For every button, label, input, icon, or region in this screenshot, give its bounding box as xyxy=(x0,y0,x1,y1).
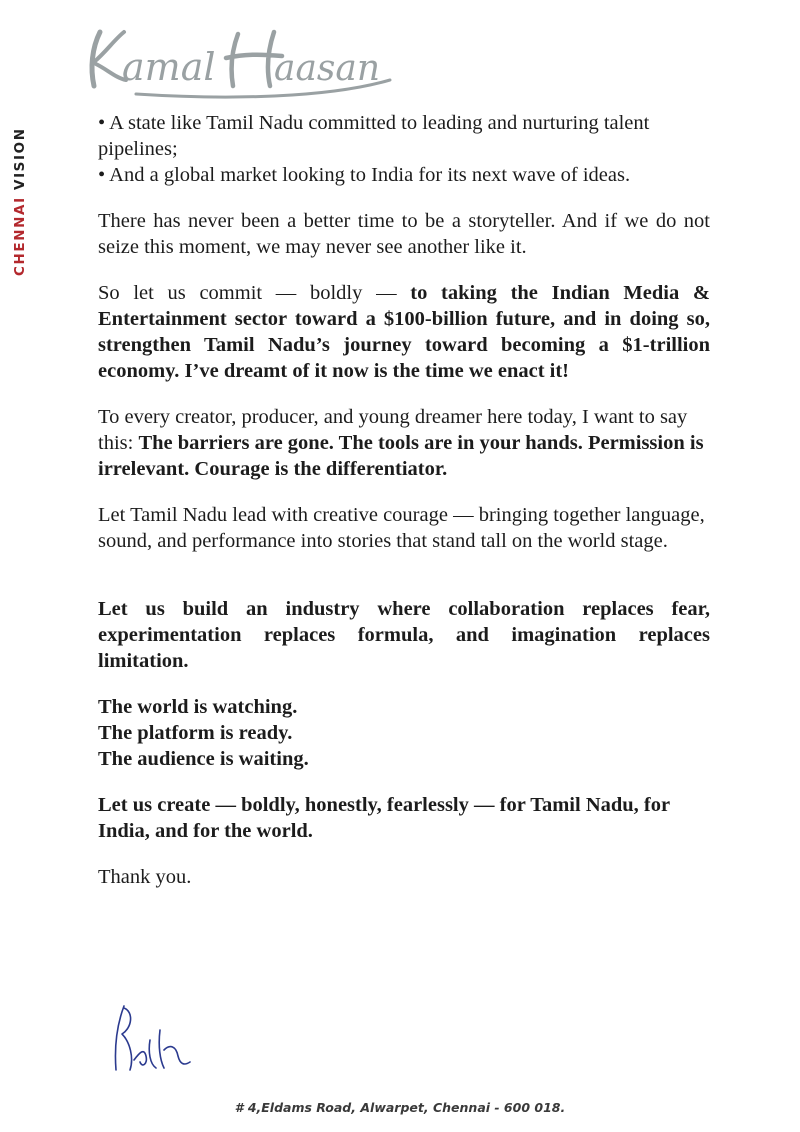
paragraph-build-industry xyxy=(98,596,710,674)
world-watching-text: The world is watching. xyxy=(98,696,298,718)
signature xyxy=(100,1000,200,1080)
closing-thank-you: Thank you. xyxy=(98,866,192,888)
let-us-create-text: Let us create — boldly, honestly, fearlessly — for Tamil Nadu, for India, and for the world. xyxy=(98,794,670,842)
svg-text:amal: amal xyxy=(122,45,216,89)
paragraph-lead: Let Tamil Nadu lead with creative courage — bringing together language, sound, and performance into stories that stand tall on the world stage. xyxy=(98,504,705,552)
svg-text:aasan: aasan xyxy=(274,48,381,89)
brand-word-chennai: CHENNAI xyxy=(12,196,28,276)
line-world-watching xyxy=(98,694,710,720)
paragraph-commit xyxy=(98,280,710,384)
paragraph-let-us-create xyxy=(98,792,710,844)
line-audience-waiting xyxy=(98,746,710,772)
platform-ready-text: The platform is ready. xyxy=(98,722,293,744)
creators-emphasis: The barriers are gone. The tools are in your hands. Permission is irrelevant. Courage is the differentiator. xyxy=(98,432,704,480)
chennai-vision-brand xyxy=(12,127,28,276)
commit-intro: So let us commit — boldly — xyxy=(98,282,411,304)
audience-waiting-text: The audience is waiting. xyxy=(98,748,309,770)
kamal-haasan-logo xyxy=(78,18,398,102)
brand-word-vision: VISION xyxy=(12,127,28,190)
bullet-tamil-nadu: • A state like Tamil Nadu committed to leading and nurturing talent pipelines; xyxy=(98,112,650,160)
footer-address: # 4,Eldams Road, Alwarpet, Chennai - 600 018. xyxy=(234,1100,566,1115)
bullet-global-market: • And a global market looking to India for its next wave of ideas. xyxy=(98,164,631,186)
build-industry-text: Let us build an industry where collaboration replaces fear, experimentation replaces formula, and imagination replaces limitation. xyxy=(98,598,710,672)
paragraph-creators xyxy=(98,404,710,482)
paragraph-storyteller: There has never been a better time to be a storyteller. And if we do not seize this moment, we may never see another like it. xyxy=(98,210,710,258)
line-platform-ready xyxy=(98,720,710,746)
letter-body xyxy=(98,110,710,890)
commit-emphasis: to taking the Indian Media & Entertainment sector toward a $100-billion future, and in doing so, strengthen Tamil Nadu’s journey toward becoming a $1-trillion economy. I’ve dreamt of it now is the time we enact it! xyxy=(98,282,710,382)
creators-intro: To every creator, producer, and young dreamer here today, I want to say this: xyxy=(98,406,688,454)
